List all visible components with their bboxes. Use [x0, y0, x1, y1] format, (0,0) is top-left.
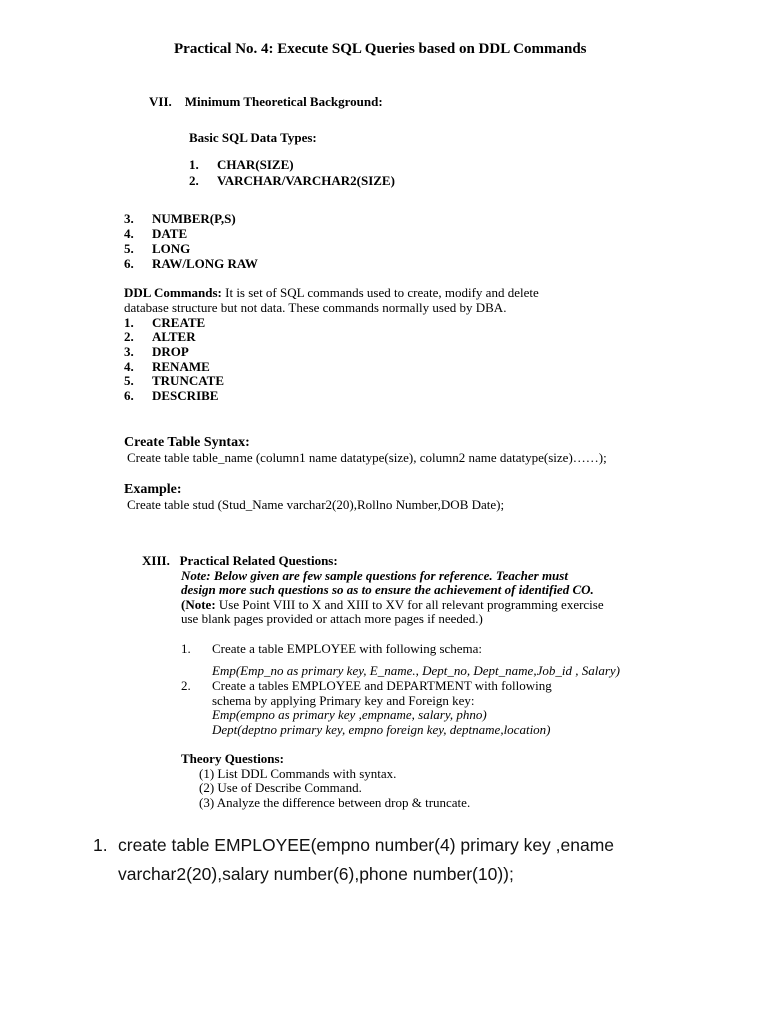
ddl-description-line2: database structure but not data. These commands normally used by DBA.	[124, 300, 507, 315]
theory-heading: Theory Questions:	[181, 751, 284, 766]
datatype-item: 5. LONG	[124, 241, 191, 256]
ddl-command-item: 1. CREATE	[124, 315, 206, 330]
section-heading-vii: VII. Minimum Theoretical Background:	[149, 94, 383, 109]
question-1: 1. Create a table EMPLOYEE with following schema:	[181, 641, 483, 656]
datatype-item: 6. RAW/LONG RAW	[124, 256, 258, 271]
datatypes-heading: Basic SQL Data Types:	[189, 130, 317, 145]
datatype-item: 3. NUMBER(P,S)	[124, 211, 236, 226]
section-heading-xiii: XIII. Practical Related Questions:	[142, 553, 338, 568]
ddl-command-item: 5. TRUNCATE	[124, 373, 224, 388]
ddl-command-item: 6. DESCRIBE	[124, 388, 219, 403]
theory-question: (2) Use of Describe Command.	[199, 780, 362, 795]
question-2-schema-emp: Emp(empno as primary key ,empname, salary, phno)	[212, 707, 487, 722]
ddl-command-item: 4. RENAME	[124, 359, 210, 374]
theory-question: (1) List DDL Commands with syntax.	[199, 766, 397, 781]
syntax-text: Create table table_name (column1 name datatype(size), column2 name datatype(size)……);	[127, 450, 607, 465]
answer-text: create table EMPLOYEE(empno number(4) primary key ,ename varchar2(20),salary number(6),phone number(10));	[118, 835, 615, 884]
syntax-heading: Create Table Syntax:	[124, 435, 250, 450]
datatype-item: 2. VARCHAR/VARCHAR2(SIZE)	[189, 173, 395, 188]
note-instruction-line2: use blank pages provided or attach more pages if needed.)	[181, 611, 483, 626]
note-line-1: Note: Below given are few sample questions for reference. Teacher must	[181, 568, 568, 583]
answer-number: 1.	[93, 835, 108, 855]
ddl-command-item: 3. DROP	[124, 344, 189, 359]
ddl-command-item: 2. ALTER	[124, 329, 196, 344]
datatype-item: 4. DATE	[124, 226, 188, 241]
note-instruction: (Note: Use Point VIII to X and XIII to XV for all relevant programming exercise	[181, 597, 604, 612]
example-heading: Example:	[124, 482, 182, 497]
ddl-label: DDL Commands:	[124, 285, 222, 300]
page-title: Practical No. 4: Execute SQL Queries based on DDL Commands	[174, 41, 587, 57]
theory-question: (3) Analyze the difference between drop & truncate.	[199, 795, 471, 810]
note-line-2: design more such questions so as to ensure the achievement of identified CO.	[181, 582, 594, 597]
datatype-item: 1. CHAR(SIZE)	[189, 157, 294, 172]
ddl-description: DDL Commands: It is set of SQL commands used to create, modify and delete	[124, 285, 539, 300]
question-2: 2. Create a tables EMPLOYEE and DEPARTMENT with following	[181, 678, 552, 693]
example-text: Create table stud (Stud_Name varchar2(20),Rollno Number,DOB Date);	[127, 497, 505, 512]
question-2-line2: schema by applying Primary key and Foreign key:	[212, 693, 475, 708]
question-2-schema-dept: Dept(deptno primary key, empno foreign key, deptname,location)	[212, 722, 551, 737]
question-1-schema: Emp(Emp_no as primary key, E_name., Dept_no, Dept_name,Job_id , Salary)	[212, 663, 620, 678]
